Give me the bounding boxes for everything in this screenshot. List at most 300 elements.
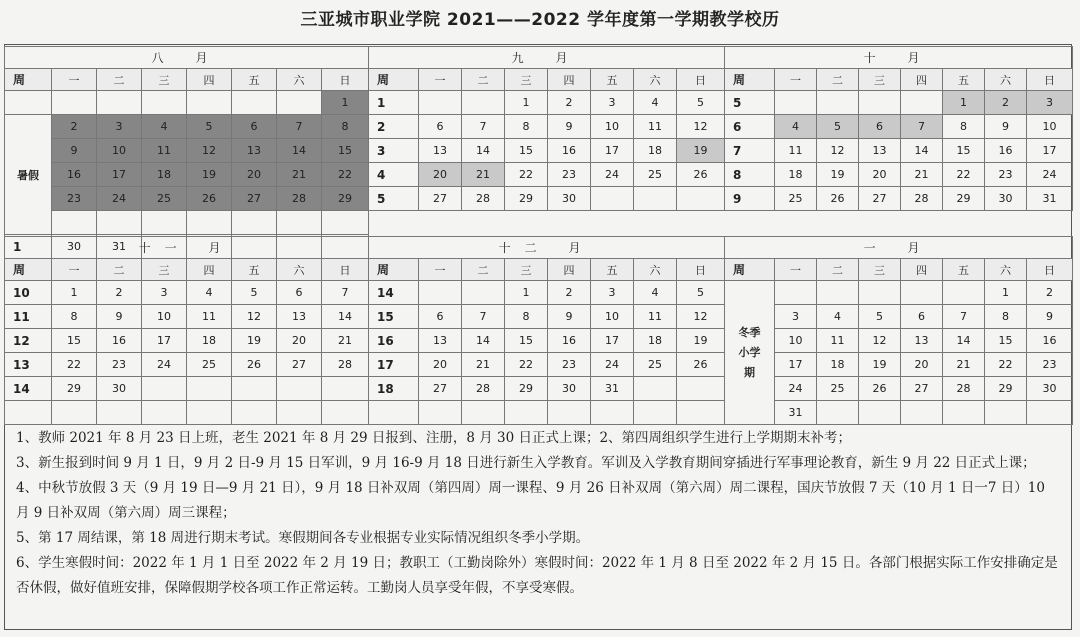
day-cell: 16 bbox=[548, 329, 591, 353]
day-cell: 15 bbox=[52, 329, 97, 353]
weekday-header: 五 bbox=[232, 259, 277, 281]
day-cell: 21 bbox=[462, 353, 505, 377]
day-cell: 20 bbox=[419, 163, 462, 187]
day-cell: 15 bbox=[943, 139, 985, 163]
weekday-header: 四 bbox=[901, 259, 943, 281]
day-cell: 30 bbox=[548, 377, 591, 401]
weekday-header: 六 bbox=[277, 259, 322, 281]
day-cell bbox=[943, 281, 985, 305]
day-cell: 13 bbox=[232, 139, 277, 163]
day-cell: 10 bbox=[97, 139, 142, 163]
day-cell: 5 bbox=[859, 305, 901, 329]
day-cell bbox=[901, 281, 943, 305]
day-cell: 9 bbox=[97, 305, 142, 329]
weekday-header: 五 bbox=[943, 259, 985, 281]
day-cell: 4 bbox=[634, 281, 677, 305]
day-cell: 6 bbox=[859, 115, 901, 139]
day-cell: 1 bbox=[943, 91, 985, 115]
day-cell: 19 bbox=[817, 163, 859, 187]
day-cell: 5 bbox=[187, 115, 232, 139]
day-cell: 30 bbox=[1027, 377, 1073, 401]
day-cell: 22 bbox=[52, 353, 97, 377]
day-cell: 20 bbox=[277, 329, 322, 353]
day-cell bbox=[591, 187, 634, 211]
week-row bbox=[5, 329, 369, 353]
day-cell: 28 bbox=[277, 187, 322, 211]
day-cell: 3 bbox=[591, 91, 634, 115]
day-cell: 21 bbox=[322, 329, 369, 353]
day-cell: 4 bbox=[775, 115, 817, 139]
weekday-header: 日 bbox=[677, 69, 725, 91]
weekday-header: 六 bbox=[277, 69, 322, 91]
day-cell: 22 bbox=[322, 163, 369, 187]
day-cell: 12 bbox=[187, 139, 232, 163]
day-cell: 7 bbox=[462, 305, 505, 329]
week-number: 7 bbox=[725, 139, 775, 163]
day-cell bbox=[187, 91, 232, 115]
week-row bbox=[369, 163, 725, 187]
day-cell: 18 bbox=[817, 353, 859, 377]
day-cell bbox=[277, 91, 322, 115]
day-cell: 2 bbox=[985, 91, 1027, 115]
weekday-header: 四 bbox=[187, 259, 232, 281]
day-cell: 23 bbox=[97, 353, 142, 377]
day-cell bbox=[97, 211, 142, 235]
day-cell: 12 bbox=[677, 115, 725, 139]
day-cell: 27 bbox=[419, 377, 462, 401]
day-cell: 17 bbox=[591, 329, 634, 353]
day-cell: 18 bbox=[142, 163, 187, 187]
day-cell: 28 bbox=[943, 377, 985, 401]
week-row bbox=[725, 353, 1073, 377]
day-cell: 13 bbox=[277, 305, 322, 329]
day-cell: 28 bbox=[322, 353, 369, 377]
day-cell: 1 bbox=[52, 281, 97, 305]
day-cell: 5 bbox=[677, 91, 725, 115]
week-row bbox=[5, 353, 369, 377]
day-cell: 28 bbox=[901, 187, 943, 211]
weekday-header: 日 bbox=[1027, 259, 1073, 281]
weekday-header: 一 bbox=[419, 69, 462, 91]
day-cell: 24 bbox=[591, 163, 634, 187]
weekday-header: 四 bbox=[548, 259, 591, 281]
day-cell: 22 bbox=[985, 353, 1027, 377]
day-cell: 21 bbox=[943, 353, 985, 377]
weekday-header: 日 bbox=[677, 259, 725, 281]
week-row bbox=[5, 305, 369, 329]
weekday-header: 二 bbox=[97, 69, 142, 91]
week-number: 15 bbox=[369, 305, 419, 329]
day-cell bbox=[52, 401, 97, 425]
day-cell bbox=[462, 281, 505, 305]
day-cell: 11 bbox=[634, 305, 677, 329]
day-cell: 28 bbox=[462, 377, 505, 401]
day-cell: 15 bbox=[505, 329, 548, 353]
day-cell: 4 bbox=[817, 305, 859, 329]
week-row bbox=[369, 353, 725, 377]
day-cell: 11 bbox=[775, 139, 817, 163]
month-table bbox=[4, 46, 369, 259]
day-cell bbox=[322, 401, 369, 425]
day-cell bbox=[775, 281, 817, 305]
day-cell bbox=[462, 91, 505, 115]
notes-section bbox=[4, 424, 1072, 601]
day-cell: 9 bbox=[548, 305, 591, 329]
week-number: 9 bbox=[725, 187, 775, 211]
note-item: 6、学生寒假时间：2022 年 1 月 1 日至 2022 年 2 月 19 日；教职工（工勤岗除外）寒假时间：2022 年 1 月 8 日至 2022 年 2 月 15 日。各部门根据实际工作安排确定是否休假，做好值班安排，保障假期学校各项工作正常运转。工勤岗人员享受年假，不享受寒假。 bbox=[16, 555, 1058, 596]
day-cell: 6 bbox=[901, 305, 943, 329]
week-column-header: 周 bbox=[369, 69, 419, 91]
week-number: 1 bbox=[369, 91, 419, 115]
week-number bbox=[369, 401, 419, 425]
day-cell: 9 bbox=[985, 115, 1027, 139]
day-cell: 10 bbox=[775, 329, 817, 353]
week-column-header: 周 bbox=[5, 259, 52, 281]
day-cell bbox=[775, 91, 817, 115]
day-cell: 14 bbox=[943, 329, 985, 353]
day-cell: 24 bbox=[591, 353, 634, 377]
day-cell: 1 bbox=[322, 91, 369, 115]
day-cell bbox=[97, 401, 142, 425]
day-cell: 11 bbox=[187, 305, 232, 329]
weekday-header: 一 bbox=[52, 69, 97, 91]
day-cell: 18 bbox=[634, 329, 677, 353]
note-item: 5、第 17 周结课，第 18 周进行期末考试。寒假期间各专业根据专业实际情况组织冬季小学期。 bbox=[16, 530, 590, 546]
week-number: 17 bbox=[369, 353, 419, 377]
day-cell bbox=[187, 211, 232, 235]
day-cell: 30 bbox=[97, 377, 142, 401]
period-label: 暑假 bbox=[5, 115, 52, 235]
day-cell bbox=[677, 187, 725, 211]
day-cell: 25 bbox=[817, 377, 859, 401]
week-number: 4 bbox=[369, 163, 419, 187]
day-cell: 22 bbox=[505, 353, 548, 377]
day-cell: 8 bbox=[505, 115, 548, 139]
week-row bbox=[725, 401, 1073, 425]
month-name: 九 月 bbox=[369, 47, 725, 69]
day-cell: 30 bbox=[52, 235, 97, 259]
week-row bbox=[5, 115, 369, 139]
day-cell: 14 bbox=[322, 305, 369, 329]
day-cell bbox=[548, 401, 591, 425]
day-cell bbox=[1027, 401, 1073, 425]
day-cell: 17 bbox=[97, 163, 142, 187]
day-cell bbox=[985, 401, 1027, 425]
week-number: 5 bbox=[369, 187, 419, 211]
week-number: 13 bbox=[5, 353, 52, 377]
week-number: 14 bbox=[369, 281, 419, 305]
day-cell: 9 bbox=[52, 139, 97, 163]
day-cell: 6 bbox=[277, 281, 322, 305]
day-cell bbox=[277, 401, 322, 425]
note-item: 1、教师 2021 年 8 月 23 日上班，老生 2021 年 8 月 29 日报到、注册，8 月 30 日正式上课；2、第四周组织学生进行上学期期末补考； bbox=[16, 430, 852, 446]
day-cell: 18 bbox=[187, 329, 232, 353]
week-number: 6 bbox=[725, 115, 775, 139]
day-cell: 19 bbox=[859, 353, 901, 377]
day-cell bbox=[859, 281, 901, 305]
week-row bbox=[5, 281, 369, 305]
month-table bbox=[4, 236, 369, 425]
weekday-header: 三 bbox=[505, 259, 548, 281]
weekday-header: 日 bbox=[322, 69, 369, 91]
day-cell: 23 bbox=[548, 353, 591, 377]
day-cell: 7 bbox=[277, 115, 322, 139]
day-cell: 25 bbox=[142, 187, 187, 211]
day-cell bbox=[142, 377, 187, 401]
month-name: 十 月 bbox=[725, 47, 1073, 69]
day-cell: 13 bbox=[901, 329, 943, 353]
week-number bbox=[5, 401, 52, 425]
month-table bbox=[724, 46, 1073, 211]
weekday-header: 四 bbox=[901, 69, 943, 91]
weekday-header: 三 bbox=[859, 259, 901, 281]
day-cell: 27 bbox=[901, 377, 943, 401]
day-cell: 7 bbox=[901, 115, 943, 139]
month-table bbox=[368, 236, 725, 425]
week-row bbox=[5, 377, 369, 401]
day-cell: 23 bbox=[1027, 353, 1073, 377]
day-cell: 13 bbox=[419, 139, 462, 163]
day-cell: 13 bbox=[859, 139, 901, 163]
day-cell: 23 bbox=[985, 163, 1027, 187]
day-cell: 29 bbox=[943, 187, 985, 211]
note-item: 4、中秋节放假 3 天（9 月 19 日—9 月 21 日），9 月 18 日补双周（第四周）周一课程、9 月 26 日补双周（第六周）周二课程，国庆节放假 7 天（10 月 1 日一7 日）10 月 9 日补双周（第六周）周三课程； bbox=[16, 480, 1045, 521]
day-cell: 9 bbox=[1027, 305, 1073, 329]
day-cell: 24 bbox=[142, 353, 187, 377]
day-cell: 26 bbox=[677, 353, 725, 377]
day-cell bbox=[52, 211, 97, 235]
day-cell: 1 bbox=[505, 91, 548, 115]
weekday-header: 日 bbox=[322, 259, 369, 281]
day-cell: 16 bbox=[548, 139, 591, 163]
day-cell: 26 bbox=[187, 187, 232, 211]
week-number: 11 bbox=[5, 305, 52, 329]
week-row bbox=[5, 139, 369, 163]
day-cell: 26 bbox=[817, 187, 859, 211]
day-cell bbox=[462, 401, 505, 425]
day-cell: 27 bbox=[859, 187, 901, 211]
day-cell: 28 bbox=[462, 187, 505, 211]
day-cell: 8 bbox=[505, 305, 548, 329]
day-cell: 26 bbox=[859, 377, 901, 401]
day-cell: 2 bbox=[1027, 281, 1073, 305]
day-cell: 27 bbox=[232, 187, 277, 211]
day-cell: 26 bbox=[677, 163, 725, 187]
day-cell: 6 bbox=[232, 115, 277, 139]
day-cell: 7 bbox=[943, 305, 985, 329]
day-cell: 3 bbox=[1027, 91, 1073, 115]
day-cell: 22 bbox=[505, 163, 548, 187]
week-row bbox=[5, 163, 369, 187]
week-row bbox=[725, 377, 1073, 401]
day-cell: 29 bbox=[322, 187, 369, 211]
day-cell: 5 bbox=[817, 115, 859, 139]
week-row bbox=[369, 401, 725, 425]
day-cell: 8 bbox=[985, 305, 1027, 329]
week-row bbox=[5, 211, 369, 235]
month-table bbox=[724, 236, 1073, 425]
day-cell bbox=[677, 401, 725, 425]
day-cell: 14 bbox=[462, 329, 505, 353]
day-cell bbox=[505, 401, 548, 425]
day-cell: 30 bbox=[548, 187, 591, 211]
day-cell: 16 bbox=[1027, 329, 1073, 353]
period-label: 冬季 小学 期 bbox=[725, 281, 775, 425]
day-cell: 24 bbox=[775, 377, 817, 401]
day-cell bbox=[52, 91, 97, 115]
week-number: 16 bbox=[369, 329, 419, 353]
day-cell: 13 bbox=[419, 329, 462, 353]
month-name: 十二 月 bbox=[369, 237, 725, 259]
day-cell bbox=[142, 91, 187, 115]
week-number: 3 bbox=[369, 139, 419, 163]
week-number: 10 bbox=[5, 281, 52, 305]
day-cell: 8 bbox=[322, 115, 369, 139]
day-cell: 20 bbox=[232, 163, 277, 187]
weekday-header: 五 bbox=[591, 69, 634, 91]
day-cell: 4 bbox=[142, 115, 187, 139]
weekday-header: 三 bbox=[859, 69, 901, 91]
day-cell: 25 bbox=[634, 353, 677, 377]
day-cell: 3 bbox=[591, 281, 634, 305]
day-cell bbox=[97, 91, 142, 115]
week-number: 1 bbox=[5, 235, 52, 259]
day-cell bbox=[634, 187, 677, 211]
day-cell: 4 bbox=[634, 91, 677, 115]
day-cell bbox=[677, 377, 725, 401]
day-cell: 5 bbox=[677, 281, 725, 305]
day-cell bbox=[817, 91, 859, 115]
day-cell bbox=[322, 211, 369, 235]
weekday-header: 六 bbox=[634, 69, 677, 91]
day-cell: 19 bbox=[232, 329, 277, 353]
week-number: 14 bbox=[5, 377, 52, 401]
week-row bbox=[725, 139, 1073, 163]
day-cell: 2 bbox=[548, 281, 591, 305]
week-column-header: 周 bbox=[5, 69, 52, 91]
day-cell: 15 bbox=[322, 139, 369, 163]
day-cell: 15 bbox=[985, 329, 1027, 353]
day-cell: 21 bbox=[462, 163, 505, 187]
week-row bbox=[725, 281, 1073, 305]
day-cell bbox=[817, 281, 859, 305]
weekday-header: 六 bbox=[634, 259, 677, 281]
weekday-header: 二 bbox=[817, 259, 859, 281]
day-cell: 3 bbox=[775, 305, 817, 329]
day-cell bbox=[419, 401, 462, 425]
day-cell: 16 bbox=[97, 329, 142, 353]
weekday-header: 一 bbox=[419, 259, 462, 281]
day-cell bbox=[142, 401, 187, 425]
week-row bbox=[369, 115, 725, 139]
day-cell: 8 bbox=[52, 305, 97, 329]
day-cell: 14 bbox=[277, 139, 322, 163]
weekday-header: 三 bbox=[142, 69, 187, 91]
week-number: 8 bbox=[725, 163, 775, 187]
day-cell: 3 bbox=[142, 281, 187, 305]
day-cell: 12 bbox=[232, 305, 277, 329]
week-row bbox=[369, 329, 725, 353]
day-cell bbox=[232, 91, 277, 115]
week-number: 5 bbox=[725, 91, 775, 115]
day-cell bbox=[634, 377, 677, 401]
day-cell bbox=[187, 377, 232, 401]
week-row bbox=[5, 91, 369, 115]
day-cell: 19 bbox=[677, 139, 725, 163]
week-number: 2 bbox=[369, 115, 419, 139]
day-cell bbox=[419, 91, 462, 115]
weekday-header: 二 bbox=[817, 69, 859, 91]
day-cell: 31 bbox=[591, 377, 634, 401]
day-cell bbox=[943, 401, 985, 425]
day-cell: 21 bbox=[901, 163, 943, 187]
day-cell: 19 bbox=[187, 163, 232, 187]
weekday-header: 三 bbox=[142, 259, 187, 281]
week-row bbox=[369, 139, 725, 163]
weekday-header: 六 bbox=[985, 259, 1027, 281]
day-cell: 14 bbox=[462, 139, 505, 163]
week-row bbox=[725, 91, 1073, 115]
week-number: 12 bbox=[5, 329, 52, 353]
day-cell: 12 bbox=[859, 329, 901, 353]
day-cell: 19 bbox=[677, 329, 725, 353]
day-cell: 5 bbox=[232, 281, 277, 305]
week-row bbox=[725, 115, 1073, 139]
week-row bbox=[369, 91, 725, 115]
day-cell bbox=[901, 91, 943, 115]
day-cell: 20 bbox=[901, 353, 943, 377]
week-row bbox=[5, 187, 369, 211]
day-cell: 10 bbox=[1027, 115, 1073, 139]
day-cell: 25 bbox=[634, 163, 677, 187]
weekday-header: 三 bbox=[505, 69, 548, 91]
day-cell: 2 bbox=[52, 115, 97, 139]
day-cell bbox=[232, 211, 277, 235]
day-cell: 17 bbox=[1027, 139, 1073, 163]
day-cell bbox=[187, 401, 232, 425]
weekday-header: 二 bbox=[462, 69, 505, 91]
day-cell: 3 bbox=[97, 115, 142, 139]
week-row bbox=[369, 281, 725, 305]
month-table bbox=[368, 46, 725, 211]
week-number bbox=[5, 91, 52, 115]
day-cell bbox=[817, 401, 859, 425]
month-name: 八 月 bbox=[5, 47, 369, 69]
day-cell: 10 bbox=[591, 115, 634, 139]
week-column-header: 周 bbox=[369, 259, 419, 281]
day-cell: 25 bbox=[775, 187, 817, 211]
day-cell: 7 bbox=[322, 281, 369, 305]
weekday-header: 五 bbox=[232, 69, 277, 91]
week-row bbox=[5, 401, 369, 425]
day-cell bbox=[859, 91, 901, 115]
month-name: 一 月 bbox=[725, 237, 1073, 259]
day-cell: 24 bbox=[1027, 163, 1073, 187]
day-cell: 9 bbox=[548, 115, 591, 139]
day-cell: 1 bbox=[985, 281, 1027, 305]
day-cell: 27 bbox=[419, 187, 462, 211]
day-cell: 23 bbox=[52, 187, 97, 211]
day-cell: 17 bbox=[142, 329, 187, 353]
day-cell: 2 bbox=[97, 281, 142, 305]
week-column-header: 周 bbox=[725, 69, 775, 91]
day-cell bbox=[859, 401, 901, 425]
day-cell: 12 bbox=[817, 139, 859, 163]
week-row bbox=[725, 305, 1073, 329]
weekday-header: 日 bbox=[1027, 69, 1073, 91]
week-row bbox=[369, 305, 725, 329]
week-column-header: 周 bbox=[725, 259, 775, 281]
